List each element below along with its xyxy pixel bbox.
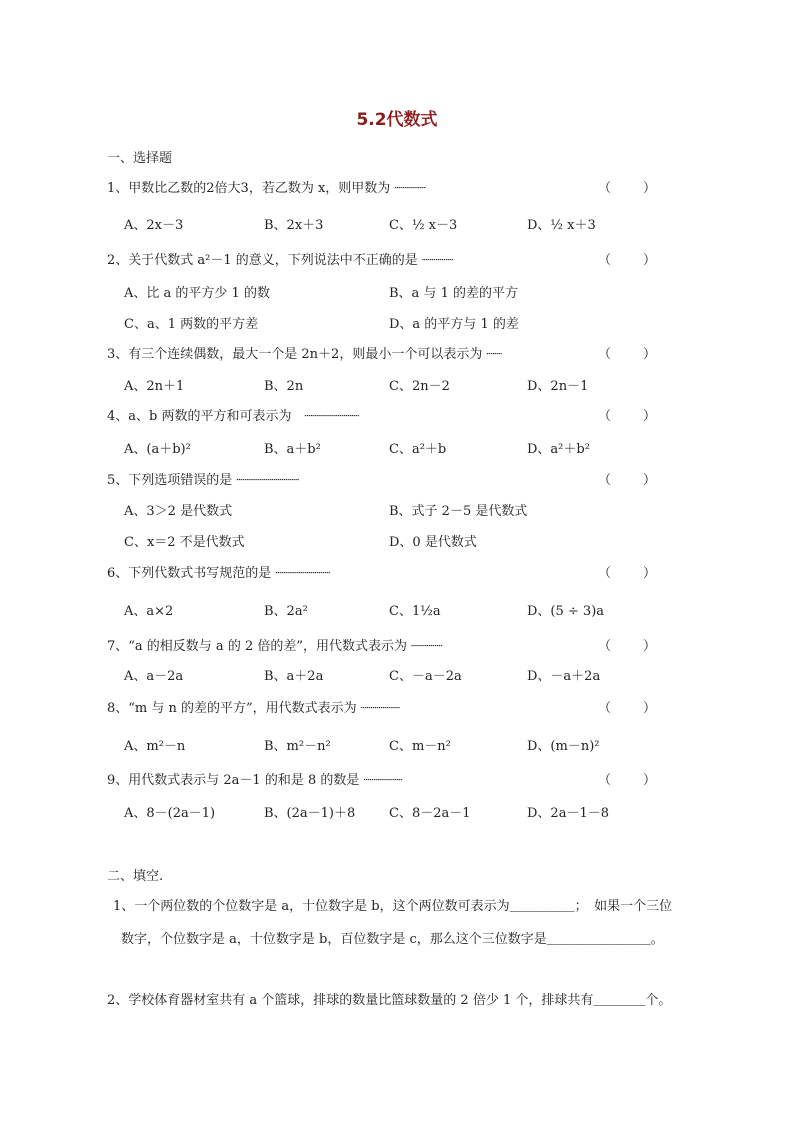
- question-3-option-c: C、2n－2: [389, 379, 450, 394]
- question-5-stem: 5、下列选项错误的是 ┈┈┈┈┈┈┈┈: [107, 473, 300, 488]
- question-9-stem: 9、用代数式表示与 2a－1 的和是 8 的数是 ┈┈┈┈┈: [107, 773, 403, 788]
- question-1-option-a: A、2x－3: [124, 218, 184, 233]
- question-6-option-b: B、2a²: [264, 604, 308, 619]
- question-7-option-a: A、a－2a: [124, 669, 184, 684]
- question-1-answer-box: （ ）: [598, 181, 659, 196]
- question-2-stem: 2、关于代数式 a²－1 的意义，下列说法中不正确的是 ┈┈┈┈: [107, 253, 454, 268]
- question-8-option-b: B、m²－n²: [264, 739, 331, 754]
- question-6-option-c: C、1½a: [389, 604, 441, 619]
- question-7-option-b: B、a＋2a: [264, 669, 324, 684]
- question-9-option-b: B、(2a－1)＋8: [264, 806, 356, 821]
- question-8-option-c: C、m－n²: [389, 739, 451, 754]
- question-9-option-d: D、2a－1－8: [527, 806, 609, 821]
- question-8-answer-box: （ ）: [598, 701, 659, 716]
- question-1-option-c: C、½ x－3: [389, 218, 458, 233]
- question-1-stem: 1、甲数比乙数的2倍大3，若乙数为 x，则甲数为 ┈┈┈┈: [107, 181, 426, 196]
- question-8-option-a: A、m²－n: [124, 739, 186, 754]
- question-9-answer-box: （ ）: [598, 773, 659, 788]
- question-4-option-a: A、(a＋b)²: [124, 442, 191, 457]
- question-3-stem: 3、有三个连续偶数，最大一个是 2n＋2，则最小一个可以表示为 ┈┈: [107, 347, 503, 362]
- question-4-option-b: B、a＋b²: [264, 442, 321, 457]
- section-fill-heading: 二、填空.: [107, 869, 164, 884]
- question-5-option-b: B、式子 2－5 是代数式: [389, 504, 528, 519]
- question-1-option-d: D、½ x＋3: [527, 218, 596, 233]
- question-8-option-d: D、(m－n)²: [527, 739, 600, 754]
- question-5-option-d: D、0 是代数式: [389, 535, 477, 550]
- question-2-option-a: A、比 a 的平方少 1 的数: [124, 286, 270, 301]
- question-7-option-d: D、－a＋2a: [527, 669, 601, 684]
- question-1-option-b: B、2x＋3: [264, 218, 324, 233]
- question-3-answer-box: （ ）: [598, 347, 659, 362]
- section-choice-heading: 一、选择题: [107, 151, 173, 166]
- question-2-option-b: B、a 与 1 的差的平方: [389, 286, 518, 301]
- question-4-answer-box: （ ）: [598, 409, 659, 424]
- question-4-option-c: C、a²＋b: [389, 442, 447, 457]
- question-9-option-c: C、8－2a－1: [389, 806, 471, 821]
- question-3-option-b: B、2n: [264, 379, 304, 394]
- question-9-option-a: A、8－(2a－1): [124, 806, 216, 821]
- question-3-option-d: D、2n－1: [527, 379, 589, 394]
- fill-question-2: 2、学校体育器材室共有 a 个篮球，排球的数量比篮球数量的 2 倍少 1 个，排球共有＿＿＿＿个。: [107, 993, 672, 1008]
- fill-question-1-line-2: 数字，个位数字是 a，十位数字是 b，百位数字是 c，那么这个三位数字是＿＿＿＿＿＿＿＿。: [121, 932, 664, 947]
- fill-question-1-line-1: 1、一个两位数的个位数字是 a，十位数字是 b，这个两位数可表示为＿＿＿＿＿； 如果一个三位: [113, 899, 673, 914]
- question-7-option-c: C、－a－2a: [389, 669, 462, 684]
- question-6-option-a: A、a×2: [124, 604, 174, 619]
- question-5-answer-box: （ ）: [598, 473, 659, 488]
- question-2-answer-box: （ ）: [598, 253, 659, 268]
- question-6-stem: 6、下列代数式书写规范的是 ┈┈┈┈┈┈┈: [107, 566, 331, 581]
- question-2-option-c: C、a、1 两数的平方差: [124, 317, 259, 332]
- question-7-answer-box: （ ）: [598, 639, 659, 654]
- question-6-answer-box: （ ）: [598, 566, 659, 581]
- question-4-stem: 4、a、b 两数的平方和可表示为 ┈┈┈┈┈┈┈: [107, 409, 360, 424]
- question-6-option-d: D、(5 ÷ 3)a: [527, 604, 605, 619]
- question-5-option-c: C、x＝2 不是代数式: [124, 535, 245, 550]
- question-5-option-a: A、3＞2 是代数式: [124, 504, 233, 519]
- question-2-option-d: D、a 的平方与 1 的差: [389, 317, 519, 332]
- page-title: 5.2代数式: [356, 110, 438, 130]
- question-7-stem: 7、“a 的相反数与 a 的 2 倍的差”，用代数式表示为 ┈┈┈┈: [107, 639, 443, 654]
- question-4-option-d: D、a²＋b²: [527, 442, 590, 457]
- question-3-option-a: A、2n＋1: [124, 379, 185, 394]
- question-8-stem: 8、“m 与 n 的差的平方”，用代数式表示为 ┈┈┈┈┈: [107, 701, 400, 716]
